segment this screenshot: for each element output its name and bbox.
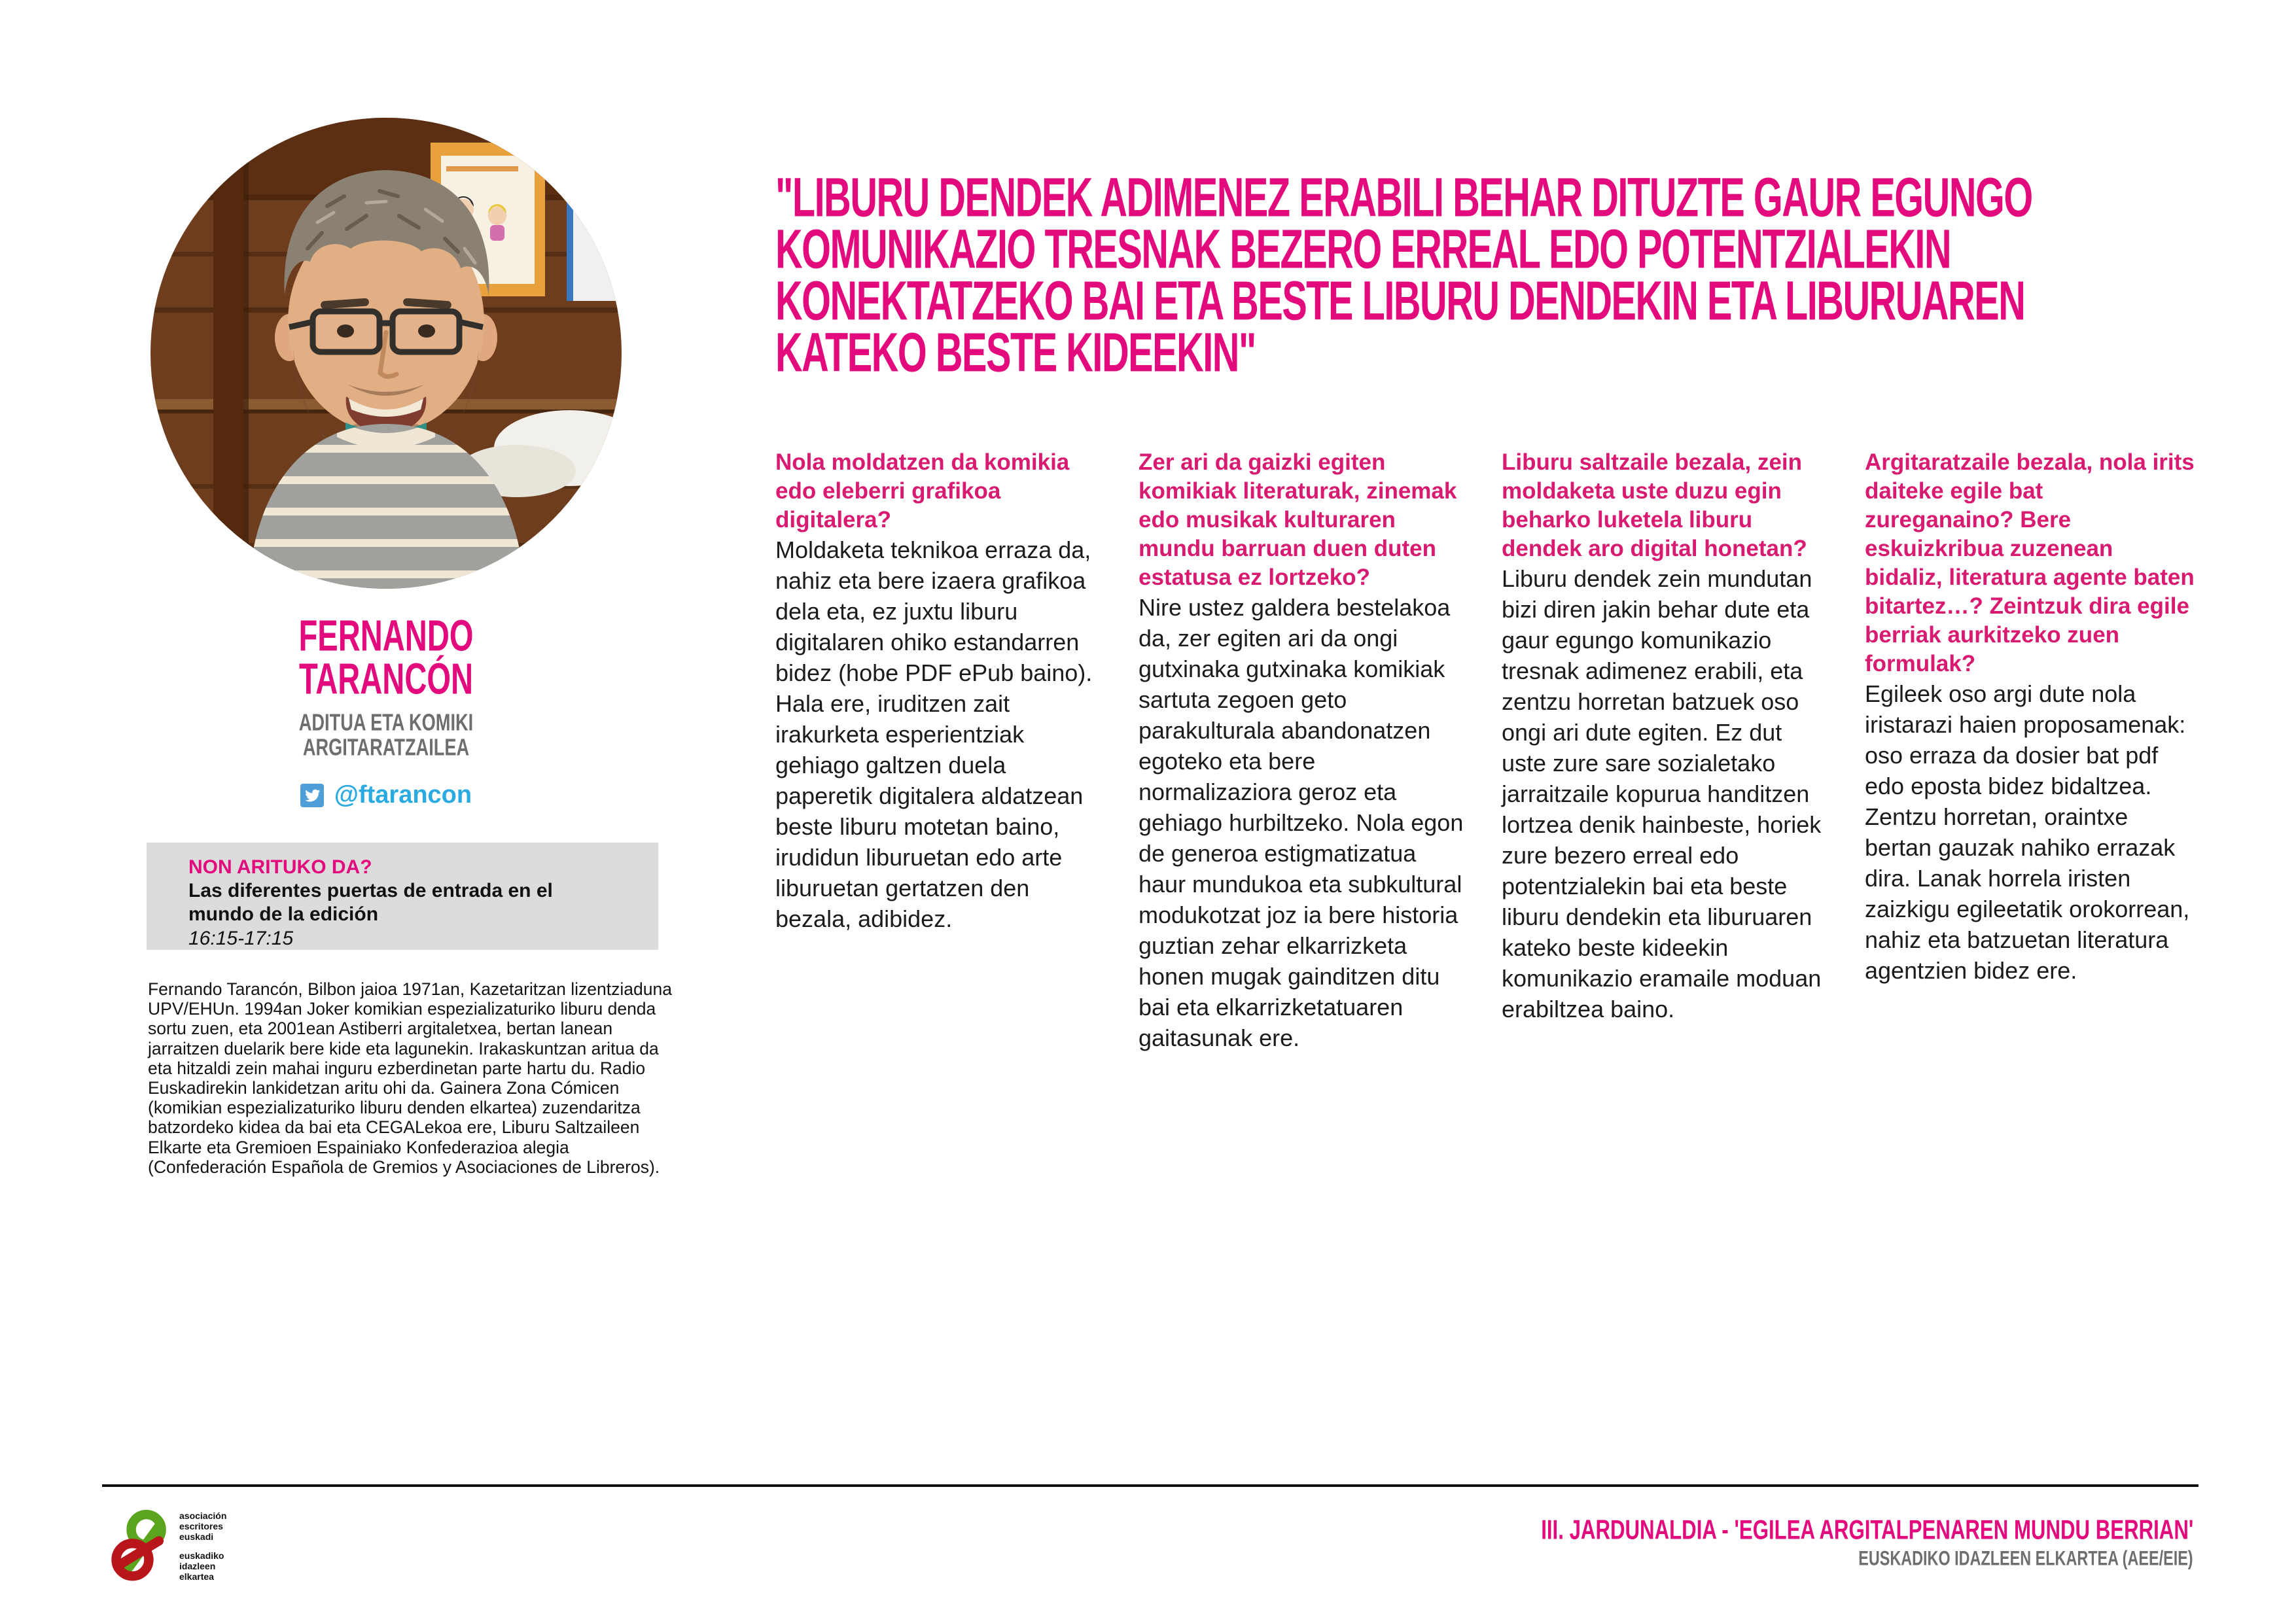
headline-line: KATEKO BESTE KIDEEKIN" bbox=[775, 321, 1256, 383]
headline-line: KOMUNIKAZIO TRESNAK BEZERO ERREAL EDO POTENTZIALEKIN bbox=[775, 218, 1951, 280]
biography-paragraph: Fernando Tarancón, Bilbon jaioa 1971an, Kazetaritzan lizentziaduna UPV/EHUn. 1994an Joker komikian espezializaturiko liburu denda sortu zuen, eta 2001ean Astiberri argitaletxea, bertan lanean jarraitzen duelarik bere kide eta lagunekin. Irakaskuntzan aritua da eta hitzaldi zein mahai inguru ezberdinetan parte hartu du. Radio Euskadirekin lankidetzan aritu ohi da. Gainera Zona Cómicen (komikian espezializaturiko liburu denden elkartea) zuzendaritza batzordeko kidea da bai eta CEGALekoa ere, Liburu Saltzaileen Elkarte eta Gremioen Espainiako Konfederazioa alegia (Confederación Española de Gremios y Asociaciones de Libreros). bbox=[148, 979, 672, 1177]
answer-text: Egileek oso argi dute nola iristarazi haien proposamenak: oso erraza da dosier bat pdf edo eposta bidez bidaltzea. Zentzu horretan, oraintxe bertan gauzak nahiko errazak dira. Lanak horrela iristen zaizkigu egileetatik orokorrean, nahiz eta batzuetan literatura agentzien bidez ere. bbox=[1865, 680, 2190, 984]
question-text: Argitaratzaile bezala, nola irits daiteke egile bat zureganaino? Bere eskuizkribua zuzenean bidaliz, literatura agente baten bitartez…? Zeintzuk dira egile berriak aurkitzeko zuen formulak? bbox=[1865, 449, 2195, 676]
answer-text: Moldaketa teknikoa erraza da, nahiz eta bere izaera grafikoa dela eta, ez juxtu liburu digitalaren ohiko estandarren bidez (hobe PDF ePub baino). Hala ere, iruditzen zait irakurketa esperientziak gehiago galtzen duela paperetik digitalera aldatzean beste liburu motetan baino, irudidun liburuetan edo arte liburuetan gertatzen den bezala, adibidez. bbox=[775, 536, 1093, 932]
twitter-row[interactable] bbox=[150, 781, 622, 809]
person-role bbox=[150, 710, 622, 760]
qa-column-3 bbox=[1502, 448, 1832, 1024]
person-name bbox=[150, 612, 622, 704]
person-name-line1: FERNANDO bbox=[298, 612, 474, 661]
logo-text-basque bbox=[179, 1551, 226, 1582]
footer-divider bbox=[102, 1484, 2199, 1487]
association-logo-text bbox=[179, 1511, 226, 1592]
profile-photo-illustration bbox=[150, 118, 622, 589]
session-title: Las diferentes puertas de entrada en el mundo de la edición bbox=[188, 880, 553, 925]
headline-line: KONEKTATZEKO BAI ETA BESTE LIBURU DENDEKIN ETA LIBURUAREN bbox=[775, 270, 2025, 332]
headline-line: "LIBURU DENDEK ADIMENEZ ERABILI BEHAR DITUZTE GAUR EGUNGO bbox=[775, 166, 2032, 228]
headline-quote bbox=[775, 166, 2296, 383]
person-name-line2: TARANCÓN bbox=[298, 655, 474, 704]
logo-text-line: euskadi bbox=[179, 1531, 214, 1542]
person-role-line2: ARGITARATZAILEA bbox=[302, 735, 470, 761]
qa-column-4 bbox=[1865, 448, 2195, 986]
session-time: 16:15-17:15 bbox=[188, 928, 294, 949]
question-text: Nola moldatzen da komikia edo eleberri grafikoa digitalera? bbox=[775, 449, 1070, 532]
logo-text-line: elkartea bbox=[179, 1571, 214, 1582]
session-info-box bbox=[147, 843, 658, 950]
logo-text-line: idazleen bbox=[179, 1561, 216, 1572]
twitter-handle[interactable]: @ftarancon bbox=[334, 781, 472, 809]
event-title: III. JARDUNALDIA - 'EGILEA ARGITALPENAREN MUNDU BERRIAN' bbox=[1540, 1514, 2193, 1546]
qa-column-2 bbox=[1139, 448, 1469, 1053]
qa-column-1 bbox=[775, 448, 1106, 934]
profile-photo bbox=[150, 118, 622, 589]
answer-text: Liburu dendek zein mundutan bizi diren jakin behar dute eta gaur egungo komunikazio tresnak adimenez erabili, eta zentzu horretan batzuek oso ongi ari dute egiten. Ez dut uste zure sare sozialetako jarraitzaile kopurua handitzen lortzea denik hainbeste, horiek zure bezero erreal edo potentzialekin bai eta beste liburu dendekin eta liburuaren kateko beste kideekin komunikazio eramaile moduan erabiltzea baino. bbox=[1502, 565, 1822, 1022]
question-text: Zer ari da gaizki egiten komikiak literaturak, zinemak edo musikak kulturaren mundu barruan duen duten estatusa ez lortzeko? bbox=[1139, 449, 1457, 590]
event-organization: EUSKADIKO IDAZLEEN ELKARTEA (AEE/EIE) bbox=[1858, 1547, 2193, 1570]
logo-text-line: escritores bbox=[179, 1520, 223, 1531]
person-role-line1: ADITUA ETA KOMIKI bbox=[298, 710, 474, 736]
logo-text-line: asociación bbox=[179, 1510, 227, 1521]
twitter-icon[interactable] bbox=[300, 784, 324, 807]
session-label: NON ARITUKO DA? bbox=[188, 856, 372, 878]
logo-text-spanish bbox=[179, 1511, 226, 1542]
answer-text: Nire ustez galdera bestelakoa da, zer egiten ari da ongi gutxinaka gutxinaka komikiak sartuta zegoen geto parakulturala abandonatzen egoteko eta bere normalizaziora geroz eta gehiago hurbiltzeko. Nola egon de generoa estigmatizatua haur mundukoa eta subkultural modukotzat joz ia bere historia guztian zehar elkarrizketa honen mugak gainditzen ditu bai eta elkarrizketatuaren gaitasunak ere. bbox=[1139, 594, 1464, 1051]
association-logo-icon bbox=[109, 1502, 171, 1588]
question-text: Liburu saltzaile bezala, zein moldaketa uste duzu egin beharko luketela liburu dendek aro digital honetan? bbox=[1502, 449, 1807, 561]
logo-text-line: euskadiko bbox=[179, 1550, 224, 1562]
